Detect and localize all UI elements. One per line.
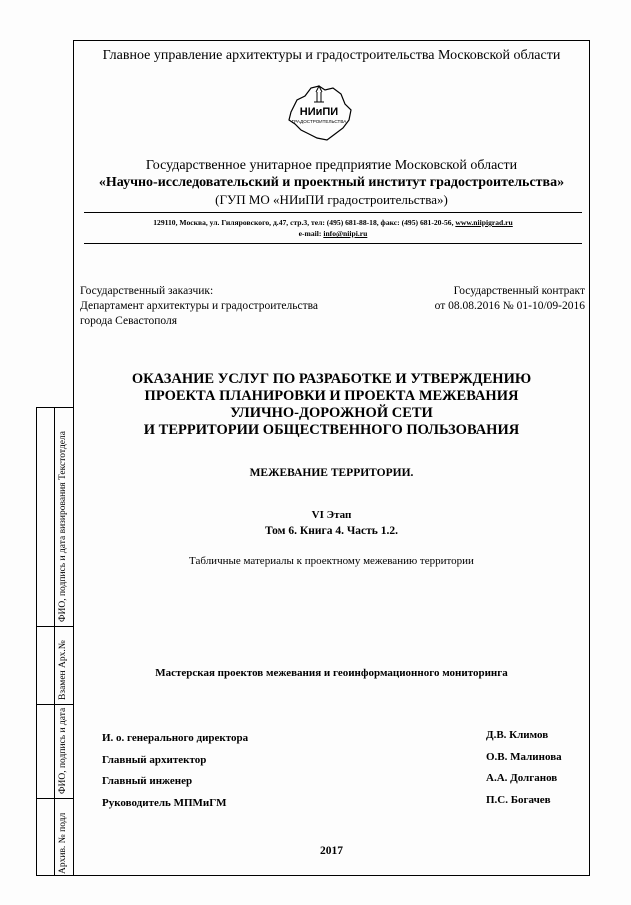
header-rule-bottom bbox=[84, 243, 582, 244]
customer-name-2: города Севастополя bbox=[80, 315, 177, 327]
org-line-1: Государственное унитарное предприятие Московской области bbox=[145, 158, 518, 173]
stamp-divider bbox=[54, 408, 55, 875]
logo-subtext: ГРАДОСТРОИТЕЛЬСТВА bbox=[291, 119, 347, 124]
stamp-divider bbox=[37, 626, 74, 627]
signature-role: И. о. генерального директора bbox=[102, 732, 249, 744]
title-line: УЛИЧНО-ДОРОЖНОЙ СЕТИ bbox=[230, 405, 433, 421]
title-line: ОКАЗАНИЕ УСЛУГ ПО РАЗРАБОТКЕ И УТВЕРЖДЕНИЮ bbox=[131, 371, 532, 387]
stamp-text-replaced: Взамен Арх.№ bbox=[58, 640, 68, 700]
header-rule-top bbox=[84, 212, 582, 213]
customer-block bbox=[80, 284, 318, 329]
org-line-3: (ГУП МО «НИиПИ градостроительства») bbox=[215, 192, 448, 207]
workshop-name: Мастерская проектов межевания и геоинформационного мониторинга bbox=[155, 667, 508, 679]
document-title bbox=[73, 371, 590, 439]
customer-name-1: Департамент архитектуры и градостроительства bbox=[80, 300, 318, 312]
signature-name: О.В. Малинова bbox=[486, 751, 562, 763]
stamp-divider bbox=[37, 798, 74, 799]
email-link[interactable]: info@niipi.ru bbox=[323, 229, 368, 238]
stamp-text-fio: ФИО, подпись и дата bbox=[58, 707, 68, 794]
document-stage: VI Этап bbox=[311, 509, 352, 521]
email-label: e-mail: bbox=[298, 229, 324, 238]
signature-name: Д.В. Климов bbox=[486, 729, 549, 741]
signature-name: П.С. Богачев bbox=[486, 794, 551, 806]
address-text: 129110, Москва, ул. Гиляровского, д.47, стр.3, тел: (495) 681-88-18, факс: (495) 681-20-56, bbox=[153, 218, 456, 227]
logo-text: НИиПИ bbox=[299, 106, 339, 118]
signature-role: Руководитель МПМиГМ bbox=[102, 797, 227, 809]
document-subtitle: МЕЖЕВАНИЕ ТЕРРИТОРИИ. bbox=[249, 467, 414, 479]
niipi-logo bbox=[283, 82, 355, 144]
customer-label: Государственный заказчик: bbox=[80, 285, 214, 297]
stamp-text-archive: Архив. № подл bbox=[58, 812, 68, 874]
stamp-divider bbox=[37, 704, 74, 705]
stamp-text-top: ФИО, подпись и дата визирования Текстотдела bbox=[58, 431, 68, 622]
approval-stamp bbox=[36, 407, 73, 876]
contract-label: Государственный контракт bbox=[453, 285, 585, 297]
contact-block bbox=[84, 217, 582, 239]
signature-role: Главный архитектор bbox=[102, 754, 207, 766]
signature-name: А.А. Долганов bbox=[486, 772, 558, 784]
document-year: 2017 bbox=[320, 845, 343, 857]
contract-number: от 08.08.2016 № 01-10/09-2016 bbox=[434, 300, 585, 312]
title-line: И ТЕРРИТОРИИ ОБЩЕСТВЕННОГО ПОЛЬЗОВАНИЯ bbox=[143, 422, 520, 438]
document-volume: Том 6. Книга 4. Часть 1.2. bbox=[265, 525, 398, 537]
agency-header: Главное управление архитектуры и градостроительства Московской области bbox=[102, 48, 561, 63]
signature-role: Главный инженер bbox=[102, 775, 193, 787]
document-description: Табличные материалы к проектному межеванию территории bbox=[189, 555, 474, 567]
website-link[interactable]: www.niipigrad.ru bbox=[455, 218, 513, 227]
contract-block bbox=[435, 284, 585, 314]
title-line: ПРОЕКТА ПЛАНИРОВКИ И ПРОЕКТА МЕЖЕВАНИЯ bbox=[144, 388, 519, 404]
org-line-2: «Научно-исследовательский и проектный институт градостроительства» bbox=[98, 175, 565, 190]
